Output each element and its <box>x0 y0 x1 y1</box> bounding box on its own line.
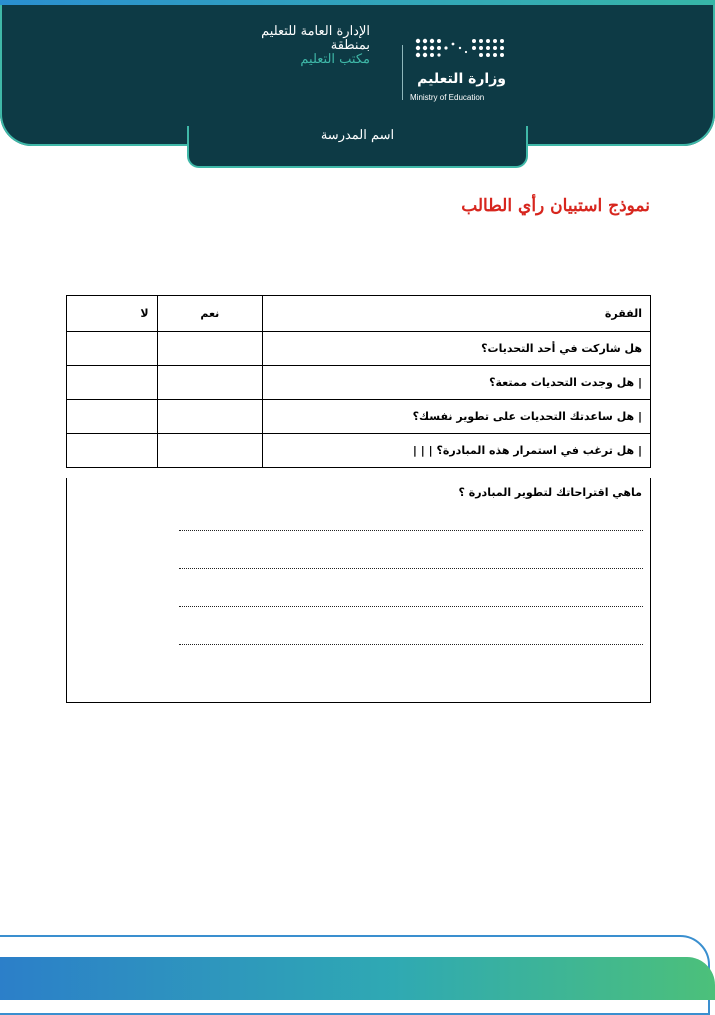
answer-yes-cell[interactable] <box>157 400 263 434</box>
question-text: | هل ترغب في استمرار هذه المبادرة؟ | | | <box>263 434 651 468</box>
header-divider <box>402 45 403 100</box>
answer-line[interactable] <box>179 606 643 607</box>
table-header-row <box>67 296 651 332</box>
school-name-label: اسم المدرسة <box>320 128 395 143</box>
school-name-box <box>187 126 528 168</box>
answer-yes-cell[interactable] <box>157 366 263 400</box>
header-no: لا <box>67 296 158 332</box>
ministry-name-ar: وزارة التعليم <box>417 71 506 87</box>
answer-yes-cell[interactable] <box>157 332 263 366</box>
footer-band <box>0 957 715 1000</box>
table-row <box>67 366 651 400</box>
question-text: | هل ساعدتك التحديات على تطوير نفسك؟ <box>263 400 651 434</box>
admin-text-block <box>261 25 370 67</box>
answer-line[interactable] <box>179 530 643 531</box>
answer-line[interactable] <box>179 644 643 645</box>
ministry-logo <box>410 35 510 107</box>
admin-line2: بمنطقة <box>330 38 370 53</box>
admin-line1: الإدارة العامة للتعليم <box>261 24 370 39</box>
ministry-name-en: Ministry of Education <box>410 93 485 102</box>
header-yes: نعم <box>157 296 263 332</box>
office-label: مكتب التعليم <box>300 52 370 67</box>
table-row <box>67 332 651 366</box>
survey-table <box>66 295 651 468</box>
table-row <box>67 434 651 468</box>
form-title: نموذج استبيان رأي الطالب <box>461 196 650 216</box>
ministry-dots-icon <box>412 35 508 65</box>
answer-no-cell[interactable] <box>67 366 158 400</box>
suggestions-box <box>66 478 651 703</box>
answer-line[interactable] <box>179 568 643 569</box>
answer-yes-cell[interactable] <box>157 434 263 468</box>
question-text: هل شاركت في أحد التحديات؟ <box>263 332 651 366</box>
suggestion-question: ماهي اقتراحاتك لتطوير المبادرة ؟ <box>458 486 642 499</box>
answer-no-cell[interactable] <box>67 400 158 434</box>
table-row <box>67 400 651 434</box>
question-text: | هل وجدت التحديات ممتعة؟ <box>263 366 651 400</box>
header-item: الفقرة <box>263 296 651 332</box>
answer-no-cell[interactable] <box>67 332 158 366</box>
answer-no-cell[interactable] <box>67 434 158 468</box>
